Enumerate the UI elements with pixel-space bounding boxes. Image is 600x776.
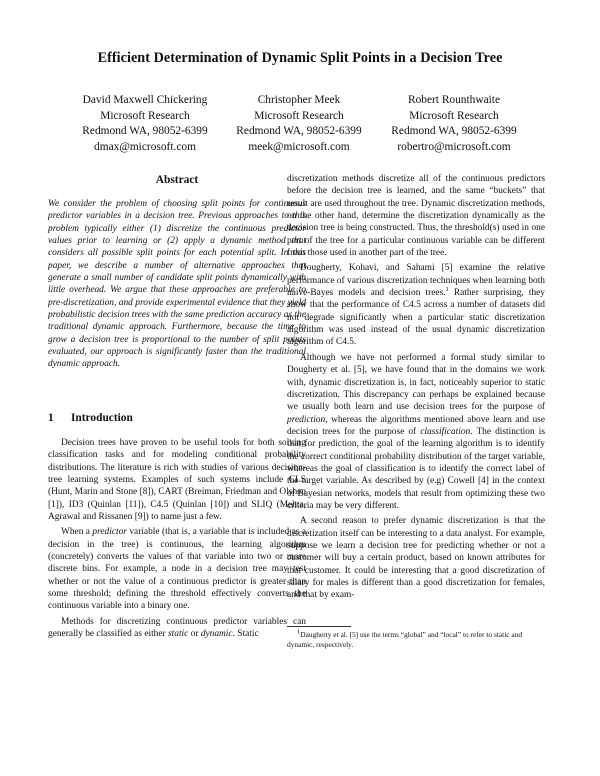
paragraph: A second reason to prefer dynamic discretization is that the discretization itself can be interesting to a data analyst. For example, suppose we learn a decision tree for predicting whether or not a customer will buy a certain product, based on known attributes for that customer. It could be interesting that a good discretization of salary for males is different than a good discretization for females, and that by exam-	[287, 516, 545, 601]
author-name: David Maxwell Chickering	[82, 94, 208, 106]
author-email: robertro@microsoft.com	[397, 140, 511, 153]
left-column-body	[48, 437, 306, 644]
paragraph: Methods for discretizing continuous predictor variables can generally be classified as either static or dynamic. Static	[48, 616, 306, 640]
section-number: 1	[48, 412, 54, 424]
section-heading	[48, 412, 133, 424]
paragraph: Dougherty, Kohavi, and Sahami [5] examine the relative performance of various discretization techniques when learning both naive-Bayes models and decision trees.$^1$ Rather surprising, they show that the performance of C4.5 across a number of datasets did not degrade significantly when a particular static discretization algorithm was used instead of the usual dynamic discretization algorithm of C4.5.	[287, 263, 545, 348]
author-address: Redmond WA, 98052-6399	[82, 125, 208, 138]
footnote-marker: 1	[445, 285, 449, 293]
paragraph: discretization methods discretize all of the continuous predictors before the decision tree is learned, and the same “buckets” that result are used throughout the tree. Dynamic discretization methods, on the other hand, determine the discretization dynamically as the decision tree is being constructed. Thus, the threshold(s) used in one part of the tree for a particular continuous variable can be different from those used in another part of the tree.	[287, 174, 545, 259]
author-name: Christopher Meek	[257, 94, 341, 106]
abstract-text: We consider the problem of choosing split points for continuous predictor variables in a decision tree. Previous approaches to this problem typically either (1) discretize the continuous predictor values prior to learning or (2) apply a dynamic method that considers all possible split points for each potential split. In this paper, we describe a number of alternative approaches that generate a small number of candidate split points dynamically with little overhead. We argue that these approaches are preferable to pre-discretization, and provide experimental evidence that they yield probabilistic decision trees with the same prediction accuracy as the traditional dynamic approach. Furthermore, because the time to grow a decision tree is proportional to the number of split points evaluated, our approach is significantly faster than the traditional dynamic approach.	[48, 199, 306, 370]
section-title: Introduction	[71, 412, 133, 424]
author-email: dmax@microsoft.com	[94, 140, 196, 153]
author-email: meek@microsoft.com	[248, 140, 350, 153]
footnote: $^1$Daugherty et al. [5] use the terms “global” and “local” to refer to static and dynamic, respectively.	[287, 628, 523, 649]
paragraph: Although we have not performed a formal study similar to Dougherty et al. [5], we have found that in the domains we work with, dynamic discretization is, in fact, noticeably superior to static discretization. This discrepancy can perhaps be explained because we usually both learn and use decision trees for the purpose of prediction, whereas the algorithms mentioned above learn and use decision trees for the purpose of classification. The distinction is that for prediction, the goal of the learning algorithm is to identify the correct conditional probability distribution of the target variable, whereas the goal of classification is to identify the correct label of the target variable. As described by (e.g) Cowell [4] in the context of Bayesian networks, models that result from optimizing these two criteria may be very different.	[287, 352, 545, 511]
footnote-mark: 1	[297, 628, 301, 636]
author-affiliation: Microsoft Research	[100, 109, 190, 122]
footnote-rule	[287, 626, 351, 627]
author-address: Redmond WA, 98052-6399	[391, 125, 517, 138]
author-address: Redmond WA, 98052-6399	[236, 125, 362, 138]
author-name: Robert Rounthwaite	[407, 94, 501, 106]
paragraph: Decision trees have proven to be useful tools for both solving classification tasks and for modeling conditional probability distributions. The literature is rich with studies of various decision-tree learning systems. Examples of such systems include CLS (Hunt, Marin and Stone [8]), CART (Breiman, Friedman and Olshen [1]), ID3 (Quinlan [11]), C4.5 (Quinlan [10]) and SLIQ (Mehta, Agrawal and Rissanen [9]) to name just a few.	[48, 438, 306, 523]
right-column-body	[287, 173, 545, 605]
paper-title: Efficient Determination of Dynamic Split Points in a Decision Tree	[97, 50, 503, 66]
author-affiliation: Microsoft Research	[254, 109, 344, 122]
author-affiliation: Microsoft Research	[409, 109, 499, 122]
abstract-heading: Abstract	[155, 174, 199, 186]
paragraph: When a predictor variable (that is, a variable that is included as a decision in the tree) is continuous, the learning algorithm (concretely) converts the values of that variable into two or more discrete bins. For example, a node in a decision tree may test whether or not the value of a continuous predictor is greater than some threshold; defining the threshold effectively converts the continuous variable into a binary one.	[48, 527, 306, 612]
author-block-3	[359, 93, 549, 155]
